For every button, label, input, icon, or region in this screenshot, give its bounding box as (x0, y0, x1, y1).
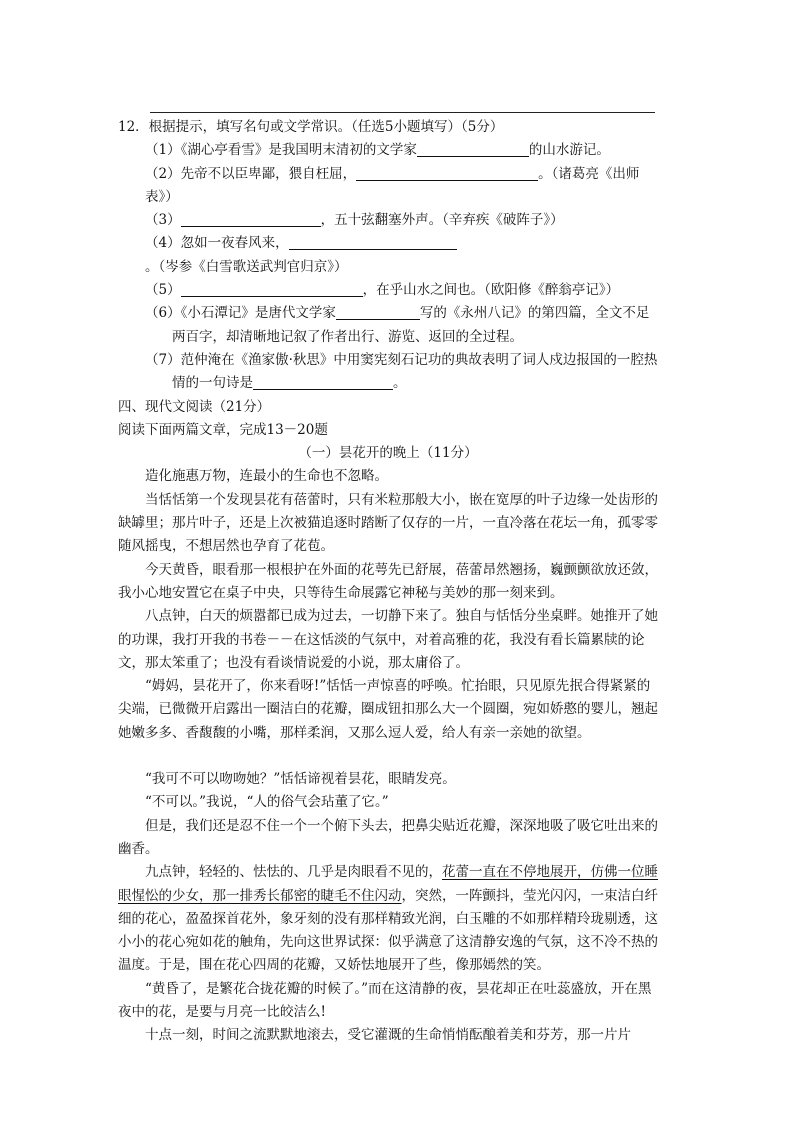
page-content (118, 116, 658, 1048)
question-12-item-3: （3） ，五十弦翻塞外声。（辛弃疾《破阵子》） (145, 212, 564, 229)
answer-blank[interactable] (356, 165, 538, 181)
article-paragraph: “黄昏了，是繁花合拢花瓣的时候了。”而在这清静的夜，昙花却正在吐蕊盛放，开在黑夜中的花，是要与月亮一比皎洁么! (118, 980, 652, 1020)
answer-blank[interactable] (181, 281, 363, 297)
answer-blank[interactable] (289, 234, 457, 250)
question-12-item-5: （5） ，在乎山水之间也。（欧阳修《醉翁亭记》） (145, 282, 620, 299)
article-paragraph: “姆妈，昙花开了，你来看呀!”恬恬一声惊喜的呼唤。忙抬眼，只见原先抿合得紧紧的尖端，已微微开启露出一圈洁白的花瓣，圈成钮扣那么大一个圆圈，宛如娇憨的婴儿，翘起她嫩多多、香馥馥的小嘴，那样柔润，又那么逗人爱，给人有亲一亲她的欲望。 (118, 678, 658, 741)
reading-instruction: 阅读下面两篇文章，完成13－20题 (118, 421, 328, 438)
question-12-item-6: （6）《小石潭记》是唐代文学家 写的《永州八记》的第四篇，全文不足两百字，却清晰地记叙了作者出行、游览、返回的全过程。 (145, 305, 650, 345)
question-12-item-4: （4）忽如一夜春风来，。（岑参《白雪歌送武判官归京》） (118, 232, 658, 279)
article-paragraph: 十点一刻，时间之流默默地滚去，受它灌溉的生命悄悄酝酿着美和芬芳，那一片片 (145, 1027, 631, 1044)
question-12-item-1: （1）《湖心亭看雪》是我国明末清初的文学家 的山水游记。 (145, 142, 610, 159)
article-paragraph: “不可以。”我说，“人的俗气会玷董了它。” (145, 794, 389, 811)
article-paragraph: 今天黄昏，眼看那一根根护在外面的花萼先已舒展，蓓蕾昂然翘扬，巍颤颤欲放还敛，我小心地安置它在桌子中央，只等待生命展露它神秘与美妙的那一刻来到。 (118, 561, 658, 601)
underlined-sentence: 花蕾一直在不停地展开，仿佛一位睡眼惺忪的少女，那一排秀长郁密的睫毛不住闪动 (118, 864, 658, 904)
question-12-item-7: （7）范仲淹在《渔家傲·秋思》中用窦宪刻石记功的典故表明了词人戍边报国的一腔热情的一句诗是 。 (145, 351, 658, 392)
answer-blank[interactable] (336, 304, 420, 320)
answer-blank[interactable] (417, 141, 529, 157)
article-paragraph: 九点钟，轻轻的、怯怯的、几乎是肉眼看不见的，花蕾一直在不停地展开，仿佛一位睡眼惺忪的少女，那一排秀长郁密的睫毛不住闪动，突然，一阵颤抖，莹光闪闪，一束洁白纤细的花心，盈盈探首花外，象牙刻的没有那样精致光润，白玉雕的不如那样精玲珑剔透，这小小的花心宛如花的触角，先向这世界试探：似乎满意了这清静安逸的气氛，这不冷不热的温度。于是，围在花心四周的花瓣，又娇怯地展开了些，像那嫣然的笑。 (118, 864, 658, 974)
article-paragraph: “我可不可以吻吻她？”恬恬谛视着昙花，眼睛发亮。 (145, 771, 456, 788)
article-paragraph: 当恬恬第一个发现昙花有蓓蕾时，只有米粒那般大小，嵌在宽厚的叶子边缘一处齿形的缺罅里；那片叶子，还是上次被猫追逐时踏断了仅存的一片，一直冷落在花坛一角，孤零零随风摇曳，不想居然也孕育了花苞。 (118, 491, 658, 555)
question-12-heading: 12．根据提示，填写名句或文学常识。（任选5小题填写）（5分） (118, 119, 504, 135)
article-paragraph: 造化施惠万物，连最小的生命也不忽略。 (145, 468, 388, 485)
paragraph-gap (118, 745, 658, 768)
article-paragraph: 但是，我们还是忍不住一个一个俯下头去，把鼻尖贴近花瓣，深深地吸了吸它吐出来的幽香。 (118, 817, 658, 857)
answer-blank[interactable] (181, 211, 321, 227)
section-4-heading: 四、现代文阅读（21分） (118, 398, 271, 415)
article-title: （一）昙花开的晚上（11分） (298, 445, 478, 462)
header-rule (150, 112, 655, 113)
answer-blank[interactable] (253, 374, 393, 390)
article-paragraph: 八点钟，白天的烦嚣都已成为过去，一切静下来了。独自与恬恬分坐桌畔。她推开了她的功课，我打开我的书卷－－在这恬淡的气氛中，对着高雅的花，我没有看长篇累牍的论文，那太笨重了；也没有看谈情说爱的小说，那太庸俗了。 (118, 608, 658, 671)
question-12-item-2: （2）先帝不以臣卑鄙，猥自枉屈， 。（诸葛亮《出师表》） (145, 165, 640, 205)
